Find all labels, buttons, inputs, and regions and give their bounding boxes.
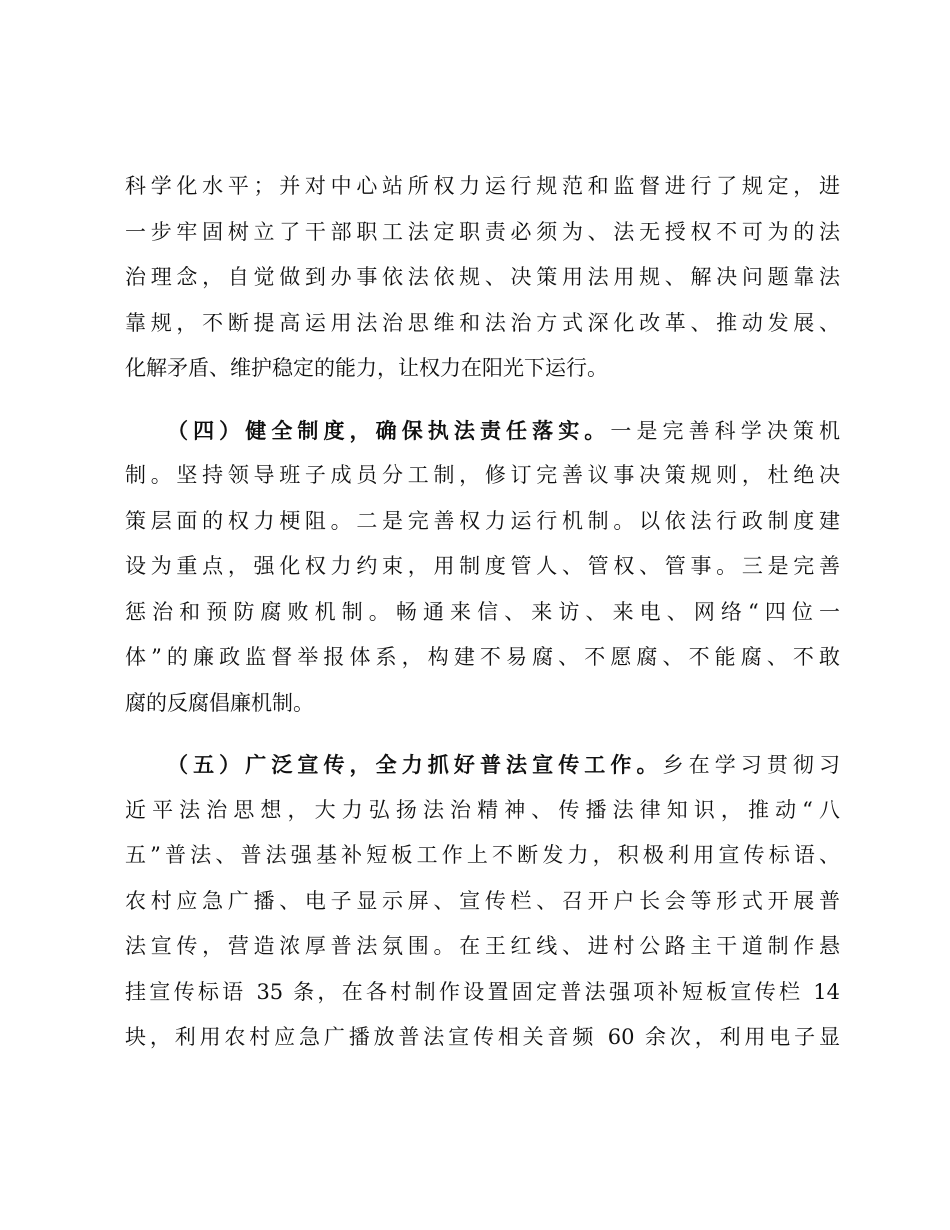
text-line: 体”的廉政监督举报体系，构建不易腐、不愿腐、不能腐、不敢	[125, 645, 840, 669]
text-line: 制。坚持领导班子成员分工制，修订完善议事决策规则，杜绝决	[125, 463, 840, 487]
text-line: 法宣传，营造浓厚普法氛围。在王红线、进村公路主干道制作悬	[125, 934, 840, 958]
text-line: 块，利用农村应急广播放普法宣传相关音频 60 余次，利用电子显	[125, 1025, 840, 1049]
text-line: 五”普法、普法强基补短板工作上不断发力，积极利用宣传标语、	[125, 843, 840, 867]
text-line: 腐的反腐倡廉机制。	[125, 690, 314, 715]
section-first-line	[125, 408, 840, 454]
text-line: 治理念，自觉做到办事依法依规、决策用法用规、解决问题靠法	[125, 265, 840, 289]
text-line: 一步牢固树立了干部职工法定职责必须为、法无授权不可为的法	[125, 219, 840, 244]
text-line: 科学化水平；并对中心站所权力运行规范和监督进行了规定，进	[125, 174, 840, 198]
section-heading: （五）广泛宣传，全力抓好普法宣传工作。	[167, 752, 663, 777]
text-line: 惩治和预防腐败机制。畅通来信、来访、来电、网络“四位一	[125, 599, 840, 624]
paragraph-rights-supervision	[125, 164, 840, 392]
section-first-line-text: 一是完善科学决策机	[610, 418, 840, 443]
section-first-line	[125, 742, 840, 788]
text-line: 策层面的权力梗阻。二是完善权力运行机制。以依法行政制度建	[125, 508, 840, 533]
text-line: 靠规，不断提高运用法治思维和法治方式深化改革、推动发展、	[125, 310, 840, 335]
text-line: 农村应急广播、电子显示屏、宣传栏、召开户长会等形式开展普	[125, 888, 840, 913]
paragraph-section-5	[125, 742, 840, 1061]
text-line: 挂宣传标语 35 条，在各村制作设置固定普法强项补短板宣传栏 14	[125, 979, 840, 1004]
text-line: 化解矛盾、维护稳定的能力，让权力在阳光下运行。	[125, 356, 608, 380]
document-body	[125, 164, 840, 1077]
paragraph-section-4	[125, 408, 840, 727]
section-heading: （四）健全制度，确保执法责任落实。	[167, 417, 611, 443]
text-line: 近平法治思想，大力弘扬法治精神、传播法律知识，推动“八	[125, 797, 840, 822]
text-line: 设为重点，强化权力约束，用制度管人、管权、管事。三是完善	[125, 554, 840, 578]
section-first-line-text: 乡在学习贯彻习	[662, 753, 841, 777]
